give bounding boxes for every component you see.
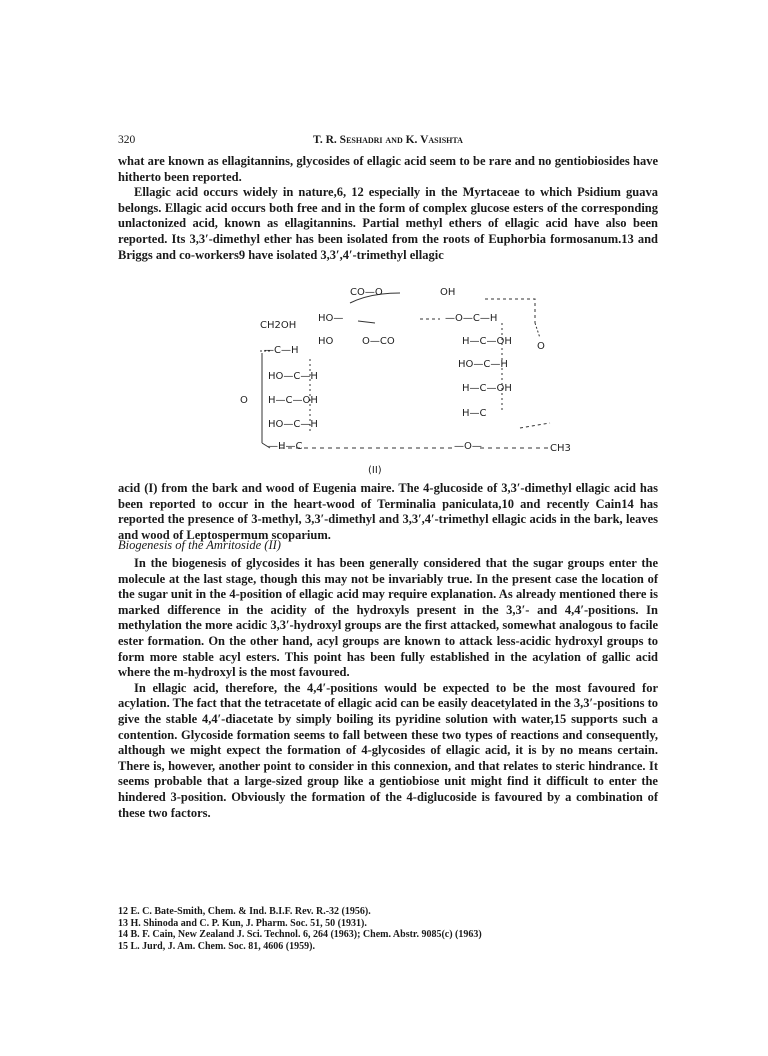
formula-label: CH2OH xyxy=(260,320,297,331)
bottom-text-block xyxy=(118,556,658,821)
formula-label: O xyxy=(537,341,545,352)
footnote: 14 B. F. Cain, New Zealand J. Sci. Technol. 6, 264 (1963); Chem. Abstr. 9085(c) (1963) xyxy=(118,929,482,940)
footnote: 15 L. Jurd, J. Am. Chem. Soc. 81, 4606 (1959). xyxy=(118,940,315,952)
footnotes xyxy=(118,906,658,952)
footnote: 12 E. C. Bate-Smith, Chem. & Ind. B.I.F. Rev. R.-32 (1956). xyxy=(118,906,371,917)
formula-label: —O— xyxy=(454,441,482,452)
paragraph: what are known as ellagitannins, glycosides of ellagic acid seem to be rare and no gentiobiosides have hitherto been reported. xyxy=(118,154,658,184)
running-head-authors: T. R. Seshadri and K. Vasishta xyxy=(313,134,463,146)
formula-label: O—CO xyxy=(362,336,395,347)
paragraph: acid (I) from the bark and wood of Eugenia maire. The 4-glucoside of 3,3′-dimethyl ellagic acid has been reported to occur in the heart-wood of Terminalia paniculata,10 and recently Cain14 has reported the presence of 3-methyl, 3,3′-dimethyl and 3,3′,4′-trimethyl ellagic acids in the bark, leaves and wood of Leptospermum scoparium. xyxy=(118,481,658,542)
formula-label: H—C xyxy=(462,408,487,419)
text-after-formula xyxy=(118,481,658,543)
formula-label: HO— xyxy=(318,313,344,324)
section-heading: Biogenesis of the Amritoside (II) xyxy=(118,538,281,552)
formula-label: HO—C—H xyxy=(458,359,508,370)
formula-label: HO—C—H xyxy=(268,419,318,430)
paragraph: In ellagic acid, therefore, the 4,4′-positions would be expected to be the most favoured for acylation. The fact that the tetracetate of ellagic acid can be easily deacetylated in the 3,3′-positions to give the stable 4,4′-diacetate by simply boiling its pyridine solution with water,15 supports such a contention. Glycoside formation seems to fall between these two types of reactions and consequently, although we might expect the formation of 4-glycosides of ellagic acid, it is by no means certain. There is, however, another point to consider in this connexion, and that relates to steric hindrance. It seems probable that a large-sized group like a gentiobiose unit might find it difficult to enter the hindered 3-position. Obviously the formation of the 4-diglucoside is favoured by a combination of these two factors. xyxy=(118,680,658,820)
formula-label: H—C—OH xyxy=(268,395,318,406)
formula-caption: (II) xyxy=(368,465,382,476)
page-number: 320 xyxy=(118,134,136,146)
formula-label: CH3 xyxy=(550,443,571,454)
page-header xyxy=(118,134,658,150)
formula-label: HO—C—H xyxy=(268,371,318,382)
paragraph: Ellagic acid occurs widely in nature,6, 12 especially in the Myrtaceae to which Psidium guava belongs. Ellagic acid occurs both free and in the form of complex glucose esters of the corresponding unlactonized acid, known as ellagitannins. Partial methyl ethers of ellagic acid have also been reported. Its 3,3′-dimethyl ether has been isolated from the roots of Euphorbia formosanum.13 and Briggs and co-workers9 have isolated 3,3′,4′-trimethyl ellagic xyxy=(118,185,658,262)
footnote: 13 H. Shinoda and C. P. Kun, J. Pharm. Soc. 51, 50 (1931). xyxy=(118,917,367,929)
formula-label: —C—H xyxy=(264,345,299,356)
paragraph: In the biogenesis of glycosides it has been generally considered that the sugar groups enter the molecule at the last stage, though this may not be invariably true. In the present case the location of the sugar unit in the 4-position of ellagic acid may require explanation. As already mentioned there is marked difference in the acidity of the hydroxyls present in the 3,3′- and 4,4′-positions. In methylation the more acidic 3,3′-hydroxyl groups are the first attacked, somewhat analogous to facile ester formation. On the other hand, acyl groups are known to attack less-acidic hydroxyl groups to form more stable acyl esters. This point has been fully established in the acylation of gallic acid where the m-hydroxyl is the most favoured. xyxy=(118,556,658,680)
top-text-block xyxy=(118,154,658,263)
formula-label: H—C—OH xyxy=(462,383,512,394)
formula-label: H—C—OH xyxy=(462,336,512,347)
formula-label: HO xyxy=(318,336,334,347)
formula-label: O xyxy=(240,395,248,406)
structural-formula xyxy=(240,283,600,479)
formula-label: OH xyxy=(440,287,456,298)
formula-label: CO—O xyxy=(350,287,383,298)
formula-label: —H—C xyxy=(268,441,303,452)
formula-label: —O—C—H xyxy=(445,313,498,324)
